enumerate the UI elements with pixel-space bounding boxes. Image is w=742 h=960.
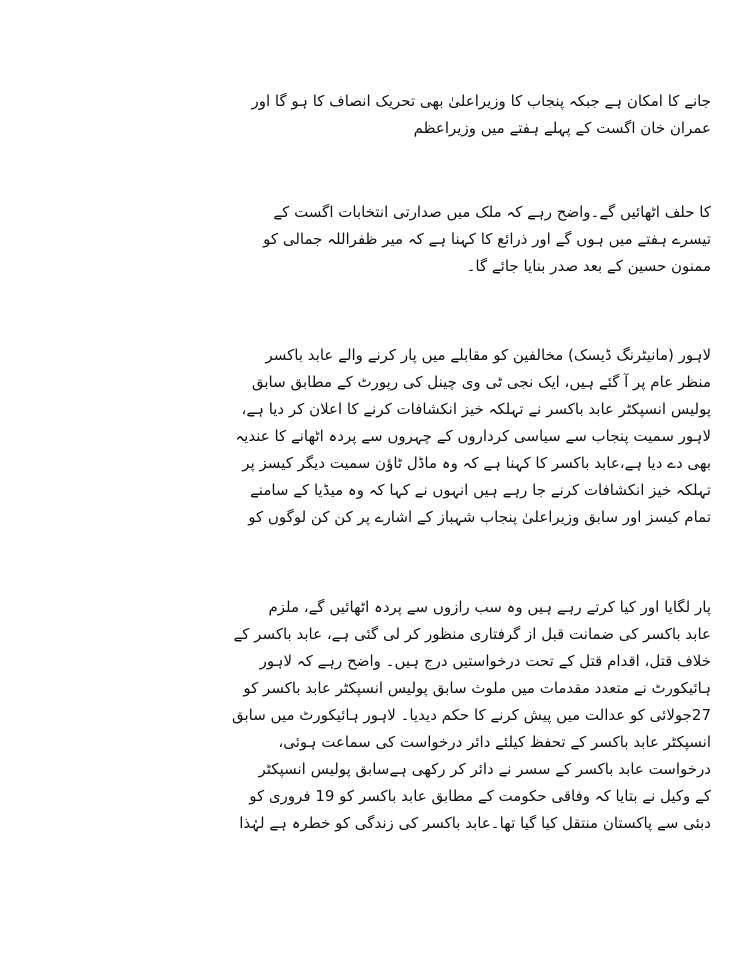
text-line: کا حلف اٹھائیں گے۔واضح رہے کہ ملک میں صدارتی انتخابات اگست کے (273, 203, 711, 221)
text-line: عمران خان اگست کے پہلے ہفتے میں وزیراعظم (413, 119, 711, 137)
text-line: پولیس انسپکٹر عابد باکسر نے تہلکہ خیز انکشافات کرنے کا اعلان کر دیا ہے، (241, 400, 711, 418)
text-line: تیسرے ہفتے میں ہوں گے اور ذرائع کا کہنا ہے کہ میر ظفراللہ جمالی کو (263, 230, 711, 248)
text-line: لاہور (مانیٹرنگ ڈیسک) مخالفین کو مقابلے میں پار کرنے والے عابد باکسر (265, 346, 711, 364)
text-line: انسپکٹر عابد باکسر کے تحفظ کیلئے دائر درخواست کی سماعت ہوئی، (278, 733, 711, 751)
paragraph-4 (115, 594, 711, 837)
text-line: تہلکہ خیز انکشافات کرنے جا رہے ہیں انہوں نے کہا کہ وہ میڈیا کے سامنے (250, 481, 711, 499)
text-line: جانے کا امکان ہے جبکہ پنجاب کا وزیراعلیٰ بھی تحریک انصاف کا ہو گا اور (251, 92, 711, 110)
text-line: دبئی سے پاکستان منتقل کیا گیا تھا۔عابد باکسر کی زندگی کو خطرہ ہے لہٰذا (239, 814, 711, 832)
text-line: پار لگایا اور کیا کرتے رہے ہیں وہ سب رازوں سے پردہ اٹھائیں گے، ملزم (268, 598, 711, 616)
paragraph-2 (115, 199, 711, 280)
text-line: درخواست عابد باکسر کے سسر نے دائر کر رکھی ہےسابق پولیس انسپکٹر (258, 760, 711, 778)
text-line: خلاف قتل، اقدام قتل کے تحت درخواستیں درج ہیں۔ واضح رہے کہ لاہور (259, 652, 711, 670)
text-line: منظر عام پر آ گئے ہیں، ایک نجی ٹی وی چینل کی رپورٹ کے مطابق سابق (251, 373, 711, 391)
text-line: ہائیکورٹ نے متعدد مقدمات میں ملوث سابق پولیس انسپکٹر عابد باکسر کو (243, 679, 711, 697)
text-line: بھی دے دیا ہے،عابد باکسر کا کہنا ہے کہ وہ ماڈل ٹاؤن سمیت دیگر کیسز پر (242, 454, 711, 472)
text-line: ممنون حسین کے بعد صدر بنایا جائے گا۔ (466, 257, 711, 275)
text-line: 27جولائی کو عدالت میں پیش کرنے کا حکم دیدیا۔ لاہور ہائیکورٹ میں سابق (231, 706, 711, 724)
text-line: تمام کیسز اور سابق وزیراعلیٰ پنجاب شہباز کے اشارے پر کن کن لوگوں کو (248, 508, 711, 526)
paragraph-3 (115, 342, 711, 531)
text-line: عابد باکسر کی ضمانت قبل از گرفتاری منظور کر لی گئی ہے، عابد باکسر کے (233, 625, 711, 643)
text-line: لاہور سمیت پنجاب سے سیاسی کرداروں کے چہروں سے پردہ اٹھانے کا عندیہ (235, 427, 711, 445)
text-line: کے وکیل نے بتایا کہ وفاقی حکومت کے مطابق عابد باکسر کو 19 فروری کو (249, 787, 711, 805)
paragraph-1 (115, 88, 711, 142)
